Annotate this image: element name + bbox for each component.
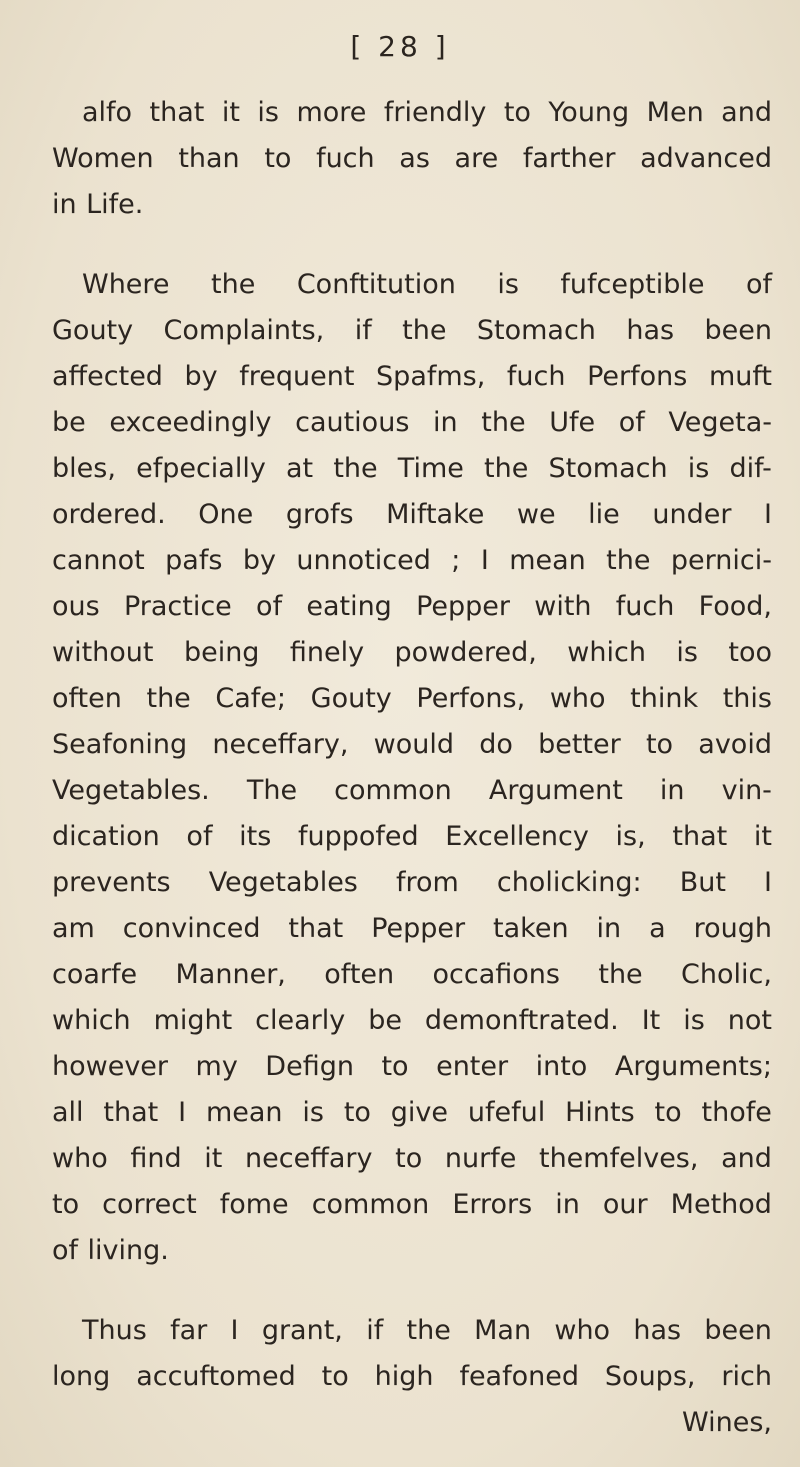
- text-line: prevents Vegetables from cholicking: But I: [52, 867, 772, 898]
- text-line: affected by frequent Spafms, fuch Perfons muft: [52, 361, 772, 392]
- text-line: alfo that it is more friendly to Young Men and: [82, 97, 772, 128]
- text-line: cannot pafs by unnoticed ; I mean the pernici-: [52, 545, 772, 576]
- text-line: who find it neceffary to nurfe themfelves, and: [52, 1143, 772, 1174]
- text-line: Vegetables. The common Argument in vin-: [52, 775, 772, 806]
- paragraph: [52, 1308, 772, 1400]
- text-line: without being finely powdered, which is too: [52, 637, 772, 668]
- text-line: Where the Conftitution is fufceptible of: [82, 269, 772, 300]
- text-line: all that I mean is to give ufeful Hints to thofe: [52, 1097, 772, 1128]
- text-line: coarfe Manner, often occafions the Cholic,: [52, 959, 772, 990]
- text-line: am convinced that Pepper taken in a rough: [52, 913, 772, 944]
- text-line: dication of its fuppofed Excellency is, that it: [52, 821, 772, 852]
- text-line: Women than to fuch as are farther advanced: [52, 143, 772, 174]
- paragraph: [52, 262, 772, 1274]
- page-number-header: [ 28 ]: [350, 30, 450, 63]
- text-line: Gouty Complaints, if the Stomach has been: [52, 315, 772, 346]
- text-line: in Life.: [52, 189, 144, 220]
- text-line: long accuftomed to high feafoned Soups, rich: [52, 1361, 772, 1392]
- text-line: bles, efpecially at the Time the Stomach is dif-: [52, 453, 772, 484]
- text-line: of living.: [52, 1235, 169, 1266]
- paragraph: [52, 90, 772, 228]
- text-line: often the Cafe; Gouty Perfons, who think this: [52, 683, 772, 714]
- text-line: which might clearly be demonftrated. It is not: [52, 1005, 772, 1036]
- text-line: however my Defign to enter into Arguments;: [52, 1051, 772, 1082]
- text-line: Seafoning neceffary, would do better to avoid: [52, 729, 772, 760]
- text-line: be exceedingly cautious in the Ufe of Vegeta-: [52, 407, 772, 438]
- body-text: [52, 90, 772, 1446]
- text-line: Thus far I grant, if the Man who has been: [82, 1315, 772, 1346]
- catchword: Wines,: [682, 1407, 772, 1438]
- text-line: ordered. One grofs Miftake we lie under I: [52, 499, 772, 530]
- text-line: to correct fome common Errors in our Method: [52, 1189, 772, 1220]
- text-line: ous Practice of eating Pepper with fuch Food,: [52, 591, 772, 622]
